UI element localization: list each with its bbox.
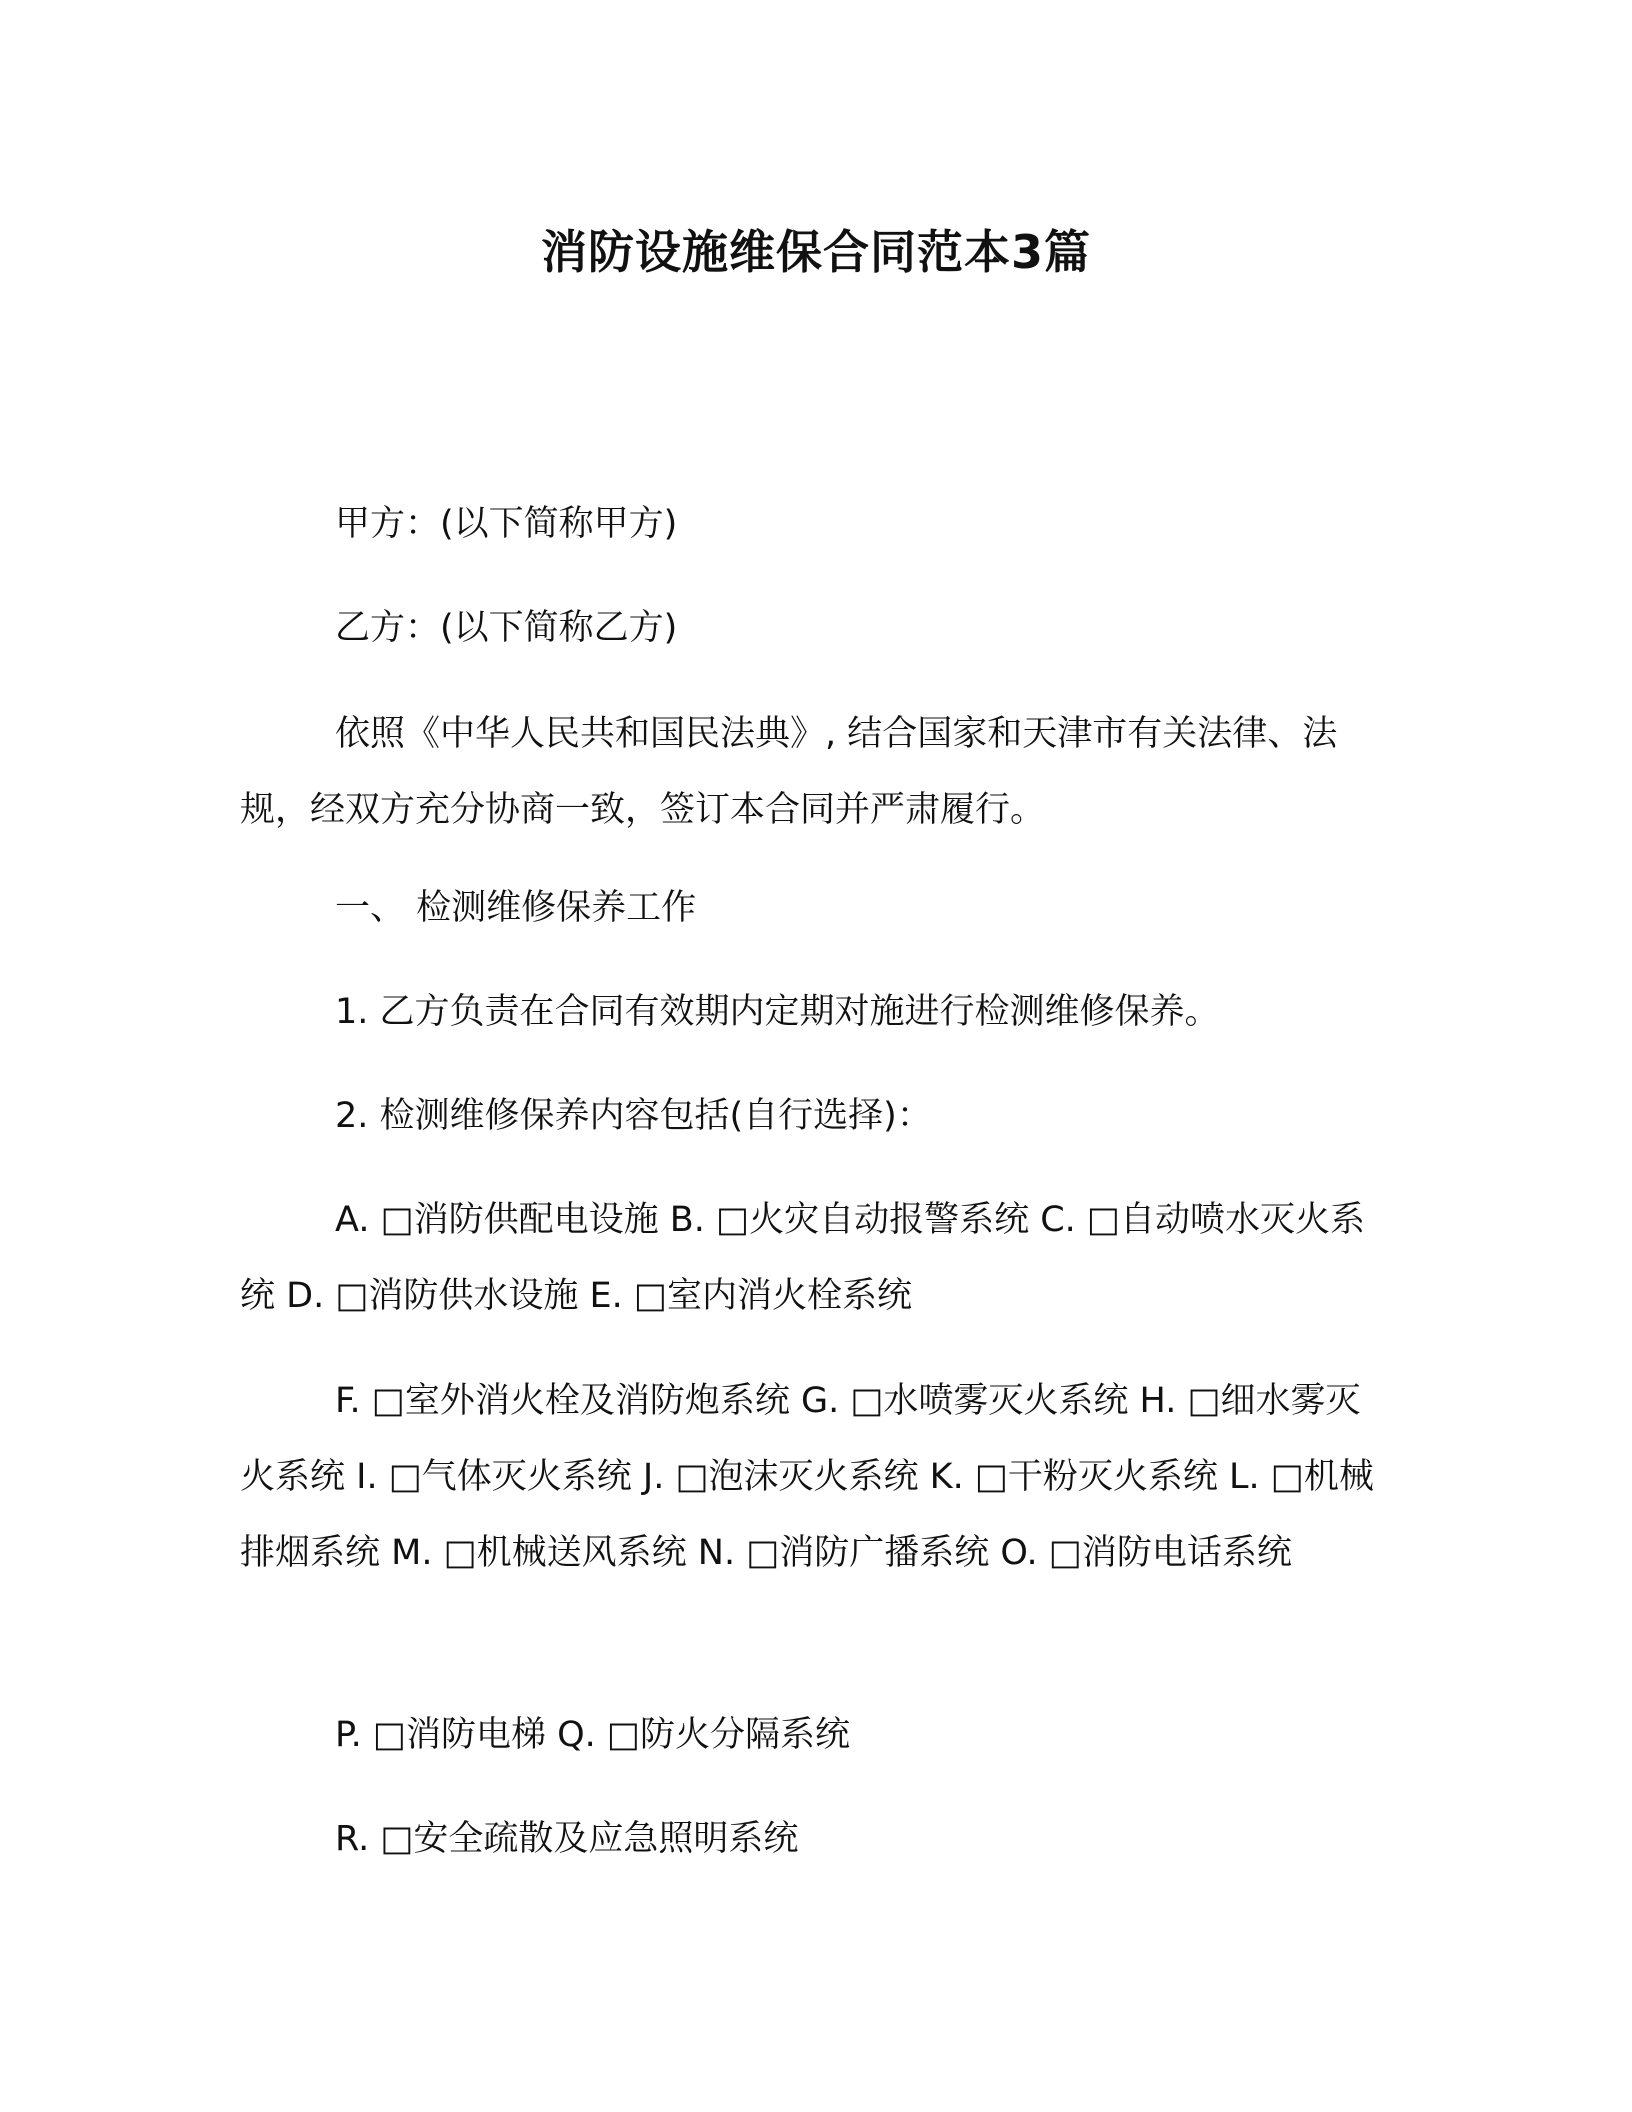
- item-2-paragraph: 2. 检测维修保养内容包括(自行选择)：: [335, 1096, 932, 1136]
- contract-basis-paragraph: 依照《中华人民共和国民法典》, 结合国家和天津市有关法律、法规，经双方充分协商一致，签订本合同并严肃履行。: [240, 714, 1338, 830]
- party-b-line: 乙方：(以下简称乙方): [335, 608, 678, 648]
- options-r: R. □安全疏散及应急照明系统: [335, 1819, 799, 1859]
- item-1-paragraph: 1. 乙方负责在合同有效期内定期对施进行检测维修保养。: [335, 992, 1220, 1032]
- section-1-heading: 一、 检测维修保养工作: [335, 888, 697, 928]
- options-a-to-e: A. □消防供配电设施 B. □火灾自动报警系统 C. □自动喷水灭火系统 D. □消防供水设施 E. □室内消火栓系统: [240, 1200, 1365, 1316]
- document-title: 消防设施维保合同范本3篇: [540, 225, 1091, 279]
- options-f-to-o: F. □室外消火栓及消防炮系统 G. □水喷雾灭火系统 H. □细水雾灭火系统 I. □气体灭火系统 J. □泡沫灭火系统 K. □干粉灭火系统 L. □机械排烟系统 M. □机械送风系统 N. □消防广播系统 O. □消防电话系统: [240, 1381, 1374, 1573]
- party-a-line: 甲方：(以下简称甲方): [335, 504, 678, 544]
- options-p-to-q: P. □消防电梯 Q. □防火分隔系统: [335, 1715, 850, 1755]
